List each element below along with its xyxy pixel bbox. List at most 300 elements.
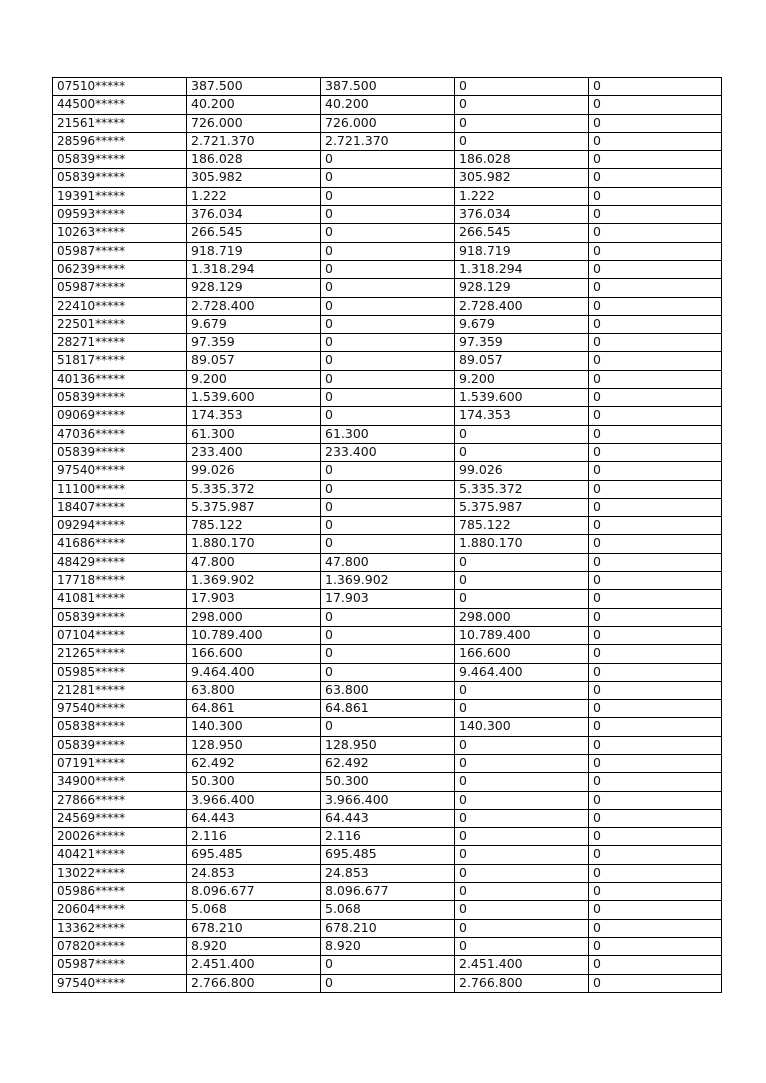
- col-3-cell: 0: [321, 718, 455, 736]
- col-3-cell: 62.492: [321, 754, 455, 772]
- col-3-cell: 0: [321, 626, 455, 644]
- col-4-cell: 785.122: [455, 517, 589, 535]
- col-5-cell: 0: [589, 718, 722, 736]
- col-4-cell: 0: [455, 425, 589, 443]
- table-body: [53, 78, 722, 993]
- col-4-cell: 0: [455, 828, 589, 846]
- id-cell: 47036*****: [53, 425, 187, 443]
- id-cell: 97540*****: [53, 974, 187, 992]
- table-row: [53, 132, 722, 150]
- col-4-cell: 2.766.800: [455, 974, 589, 992]
- col-3-cell: 61.300: [321, 425, 455, 443]
- col-5-cell: 0: [589, 297, 722, 315]
- col-5-cell: 0: [589, 937, 722, 955]
- col-3-cell: 0: [321, 608, 455, 626]
- col-5-cell: 0: [589, 736, 722, 754]
- amount-cell: 24.853: [187, 864, 321, 882]
- col-5-cell: 0: [589, 78, 722, 96]
- amount-cell: 387.500: [187, 78, 321, 96]
- id-cell: 28271*****: [53, 334, 187, 352]
- id-cell: 07191*****: [53, 754, 187, 772]
- table-row: [53, 517, 722, 535]
- col-5-cell: 0: [589, 260, 722, 278]
- amount-cell: 1.880.170: [187, 535, 321, 553]
- col-5-cell: 0: [589, 919, 722, 937]
- amount-cell: 2.728.400: [187, 297, 321, 315]
- col-5-cell: 0: [589, 443, 722, 461]
- col-3-cell: 0: [321, 315, 455, 333]
- table-row: [53, 96, 722, 114]
- col-3-cell: 17.903: [321, 590, 455, 608]
- table-row: [53, 791, 722, 809]
- amount-cell: 678.210: [187, 919, 321, 937]
- amount-cell: 61.300: [187, 425, 321, 443]
- table-row: [53, 626, 722, 644]
- id-cell: 11100*****: [53, 480, 187, 498]
- id-cell: 09294*****: [53, 517, 187, 535]
- col-5-cell: 0: [589, 553, 722, 571]
- amount-cell: 726.000: [187, 114, 321, 132]
- amount-cell: 97.359: [187, 334, 321, 352]
- amount-cell: 9.464.400: [187, 663, 321, 681]
- col-4-cell: 99.026: [455, 462, 589, 480]
- col-5-cell: 0: [589, 517, 722, 535]
- col-5-cell: 0: [589, 187, 722, 205]
- table-row: [53, 974, 722, 992]
- table-row: [53, 864, 722, 882]
- col-3-cell: 3.966.400: [321, 791, 455, 809]
- table-row: [53, 535, 722, 553]
- amount-cell: 3.966.400: [187, 791, 321, 809]
- col-3-cell: 63.800: [321, 681, 455, 699]
- col-4-cell: 0: [455, 114, 589, 132]
- col-3-cell: 0: [321, 535, 455, 553]
- table-row: [53, 663, 722, 681]
- col-5-cell: 0: [589, 279, 722, 297]
- id-cell: 44500*****: [53, 96, 187, 114]
- id-cell: 05985*****: [53, 663, 187, 681]
- col-5-cell: 0: [589, 315, 722, 333]
- col-3-cell: 0: [321, 151, 455, 169]
- col-4-cell: 0: [455, 700, 589, 718]
- table-row: [53, 352, 722, 370]
- id-cell: 21561*****: [53, 114, 187, 132]
- amount-cell: 376.034: [187, 206, 321, 224]
- col-4-cell: 0: [455, 443, 589, 461]
- col-5-cell: 0: [589, 132, 722, 150]
- col-4-cell: 0: [455, 773, 589, 791]
- amount-cell: 918.719: [187, 242, 321, 260]
- amount-cell: 8.920: [187, 937, 321, 955]
- id-cell: 05987*****: [53, 279, 187, 297]
- table-row: [53, 754, 722, 772]
- col-5-cell: 0: [589, 956, 722, 974]
- col-3-cell: 24.853: [321, 864, 455, 882]
- col-5-cell: 0: [589, 572, 722, 590]
- col-5-cell: 0: [589, 809, 722, 827]
- amount-cell: 298.000: [187, 608, 321, 626]
- col-4-cell: 305.982: [455, 169, 589, 187]
- amount-cell: 2.116: [187, 828, 321, 846]
- id-cell: 24569*****: [53, 809, 187, 827]
- data-table: [52, 77, 722, 993]
- col-3-cell: 0: [321, 498, 455, 516]
- id-cell: 97540*****: [53, 462, 187, 480]
- col-5-cell: 0: [589, 498, 722, 516]
- col-4-cell: 0: [455, 809, 589, 827]
- amount-cell: 1.539.600: [187, 389, 321, 407]
- amount-cell: 17.903: [187, 590, 321, 608]
- col-3-cell: 0: [321, 480, 455, 498]
- table-row: [53, 462, 722, 480]
- col-3-cell: 0: [321, 224, 455, 242]
- id-cell: 05987*****: [53, 242, 187, 260]
- amount-cell: 1.222: [187, 187, 321, 205]
- id-cell: 21265*****: [53, 645, 187, 663]
- col-5-cell: 0: [589, 883, 722, 901]
- col-5-cell: 0: [589, 242, 722, 260]
- col-4-cell: 1.539.600: [455, 389, 589, 407]
- col-3-cell: 2.116: [321, 828, 455, 846]
- table-row: [53, 919, 722, 937]
- col-3-cell: 726.000: [321, 114, 455, 132]
- table-row: [53, 956, 722, 974]
- id-cell: 07104*****: [53, 626, 187, 644]
- col-4-cell: 376.034: [455, 206, 589, 224]
- amount-cell: 40.200: [187, 96, 321, 114]
- col-3-cell: 0: [321, 370, 455, 388]
- col-4-cell: 9.464.400: [455, 663, 589, 681]
- amount-cell: 1.369.902: [187, 572, 321, 590]
- amount-cell: 928.129: [187, 279, 321, 297]
- col-4-cell: 0: [455, 132, 589, 150]
- col-5-cell: 0: [589, 96, 722, 114]
- col-3-cell: 8.096.677: [321, 883, 455, 901]
- table-row: [53, 681, 722, 699]
- table-row: [53, 425, 722, 443]
- col-5-cell: 0: [589, 462, 722, 480]
- col-3-cell: 0: [321, 974, 455, 992]
- col-5-cell: 0: [589, 626, 722, 644]
- table-row: [53, 498, 722, 516]
- table-row: [53, 773, 722, 791]
- col-5-cell: 0: [589, 370, 722, 388]
- table-row: [53, 809, 722, 827]
- col-4-cell: 1.318.294: [455, 260, 589, 278]
- id-cell: 22410*****: [53, 297, 187, 315]
- col-5-cell: 0: [589, 608, 722, 626]
- col-3-cell: 0: [321, 389, 455, 407]
- table-row: [53, 242, 722, 260]
- col-4-cell: 5.335.372: [455, 480, 589, 498]
- table-row: [53, 315, 722, 333]
- table-row: [53, 206, 722, 224]
- id-cell: 28596*****: [53, 132, 187, 150]
- id-cell: 51817*****: [53, 352, 187, 370]
- col-5-cell: 0: [589, 352, 722, 370]
- id-cell: 41081*****: [53, 590, 187, 608]
- id-cell: 05986*****: [53, 883, 187, 901]
- id-cell: 07510*****: [53, 78, 187, 96]
- id-cell: 05839*****: [53, 608, 187, 626]
- col-5-cell: 0: [589, 974, 722, 992]
- amount-cell: 47.800: [187, 553, 321, 571]
- col-3-cell: 0: [321, 462, 455, 480]
- col-5-cell: 0: [589, 828, 722, 846]
- amount-cell: 8.096.677: [187, 883, 321, 901]
- id-cell: 21281*****: [53, 681, 187, 699]
- id-cell: 05839*****: [53, 169, 187, 187]
- col-4-cell: 0: [455, 96, 589, 114]
- amount-cell: 1.318.294: [187, 260, 321, 278]
- amount-cell: 2.766.800: [187, 974, 321, 992]
- col-3-cell: 47.800: [321, 553, 455, 571]
- col-3-cell: 8.920: [321, 937, 455, 955]
- col-4-cell: 0: [455, 572, 589, 590]
- amount-cell: 5.375.987: [187, 498, 321, 516]
- amount-cell: 174.353: [187, 407, 321, 425]
- amount-cell: 695.485: [187, 846, 321, 864]
- id-cell: 18407*****: [53, 498, 187, 516]
- table-row: [53, 883, 722, 901]
- table-row: [53, 151, 722, 169]
- col-3-cell: 0: [321, 334, 455, 352]
- col-5-cell: 0: [589, 681, 722, 699]
- amount-cell: 5.068: [187, 901, 321, 919]
- table-row: [53, 297, 722, 315]
- col-3-cell: 678.210: [321, 919, 455, 937]
- table-row: [53, 279, 722, 297]
- amount-cell: 9.679: [187, 315, 321, 333]
- col-4-cell: 166.600: [455, 645, 589, 663]
- col-5-cell: 0: [589, 224, 722, 242]
- col-3-cell: 0: [321, 169, 455, 187]
- table-row: [53, 572, 722, 590]
- id-cell: 05839*****: [53, 151, 187, 169]
- amount-cell: 233.400: [187, 443, 321, 461]
- col-4-cell: 0: [455, 919, 589, 937]
- id-cell: 17718*****: [53, 572, 187, 590]
- table-row: [53, 407, 722, 425]
- col-3-cell: 0: [321, 206, 455, 224]
- col-4-cell: 0: [455, 846, 589, 864]
- col-5-cell: 0: [589, 864, 722, 882]
- table-row: [53, 370, 722, 388]
- col-3-cell: 0: [321, 279, 455, 297]
- col-3-cell: 0: [321, 663, 455, 681]
- amount-cell: 128.950: [187, 736, 321, 754]
- col-4-cell: 186.028: [455, 151, 589, 169]
- col-4-cell: 298.000: [455, 608, 589, 626]
- col-4-cell: 1.880.170: [455, 535, 589, 553]
- table-row: [53, 260, 722, 278]
- table-row: [53, 169, 722, 187]
- col-5-cell: 0: [589, 791, 722, 809]
- amount-cell: 99.026: [187, 462, 321, 480]
- col-5-cell: 0: [589, 590, 722, 608]
- col-3-cell: 5.068: [321, 901, 455, 919]
- id-cell: 22501*****: [53, 315, 187, 333]
- id-cell: 34900*****: [53, 773, 187, 791]
- col-3-cell: 695.485: [321, 846, 455, 864]
- col-4-cell: 2.728.400: [455, 297, 589, 315]
- amount-cell: 785.122: [187, 517, 321, 535]
- id-cell: 40136*****: [53, 370, 187, 388]
- col-4-cell: 0: [455, 736, 589, 754]
- col-3-cell: 0: [321, 407, 455, 425]
- table-row: [53, 846, 722, 864]
- amount-cell: 5.335.372: [187, 480, 321, 498]
- col-3-cell: 0: [321, 242, 455, 260]
- amount-cell: 2.721.370: [187, 132, 321, 150]
- amount-cell: 64.443: [187, 809, 321, 827]
- col-5-cell: 0: [589, 407, 722, 425]
- amount-cell: 140.300: [187, 718, 321, 736]
- col-5-cell: 0: [589, 334, 722, 352]
- id-cell: 05839*****: [53, 736, 187, 754]
- id-cell: 40421*****: [53, 846, 187, 864]
- col-5-cell: 0: [589, 206, 722, 224]
- amount-cell: 266.545: [187, 224, 321, 242]
- table-row: [53, 480, 722, 498]
- col-4-cell: 9.200: [455, 370, 589, 388]
- id-cell: 09069*****: [53, 407, 187, 425]
- col-5-cell: 0: [589, 169, 722, 187]
- col-4-cell: 0: [455, 553, 589, 571]
- col-5-cell: 0: [589, 754, 722, 772]
- col-3-cell: 64.443: [321, 809, 455, 827]
- amount-cell: 166.600: [187, 645, 321, 663]
- amount-cell: 63.800: [187, 681, 321, 699]
- id-cell: 41686*****: [53, 535, 187, 553]
- amount-cell: 186.028: [187, 151, 321, 169]
- col-5-cell: 0: [589, 901, 722, 919]
- col-4-cell: 0: [455, 864, 589, 882]
- col-3-cell: 387.500: [321, 78, 455, 96]
- col-4-cell: 0: [455, 883, 589, 901]
- col-5-cell: 0: [589, 389, 722, 407]
- id-cell: 05838*****: [53, 718, 187, 736]
- table-row: [53, 828, 722, 846]
- col-4-cell: 0: [455, 590, 589, 608]
- col-3-cell: 1.369.902: [321, 572, 455, 590]
- col-3-cell: 0: [321, 645, 455, 663]
- id-cell: 10263*****: [53, 224, 187, 242]
- col-4-cell: 266.545: [455, 224, 589, 242]
- col-3-cell: 0: [321, 956, 455, 974]
- col-3-cell: 0: [321, 260, 455, 278]
- document-page: [52, 77, 721, 993]
- col-4-cell: 2.451.400: [455, 956, 589, 974]
- amount-cell: 64.861: [187, 700, 321, 718]
- col-5-cell: 0: [589, 425, 722, 443]
- table-row: [53, 718, 722, 736]
- col-5-cell: 0: [589, 663, 722, 681]
- table-row: [53, 334, 722, 352]
- id-cell: 19391*****: [53, 187, 187, 205]
- table-row: [53, 389, 722, 407]
- table-row: [53, 553, 722, 571]
- col-3-cell: 0: [321, 517, 455, 535]
- col-5-cell: 0: [589, 535, 722, 553]
- col-4-cell: 9.679: [455, 315, 589, 333]
- id-cell: 09593*****: [53, 206, 187, 224]
- col-4-cell: 0: [455, 754, 589, 772]
- id-cell: 48429*****: [53, 553, 187, 571]
- amount-cell: 2.451.400: [187, 956, 321, 974]
- col-3-cell: 40.200: [321, 96, 455, 114]
- col-5-cell: 0: [589, 846, 722, 864]
- table-row: [53, 645, 722, 663]
- id-cell: 97540*****: [53, 700, 187, 718]
- col-4-cell: 5.375.987: [455, 498, 589, 516]
- col-4-cell: 0: [455, 901, 589, 919]
- id-cell: 20604*****: [53, 901, 187, 919]
- amount-cell: 50.300: [187, 773, 321, 791]
- table-row: [53, 114, 722, 132]
- col-4-cell: 97.359: [455, 334, 589, 352]
- id-cell: 05839*****: [53, 389, 187, 407]
- col-3-cell: 0: [321, 187, 455, 205]
- table-row: [53, 443, 722, 461]
- id-cell: 13022*****: [53, 864, 187, 882]
- amount-cell: 89.057: [187, 352, 321, 370]
- id-cell: 07820*****: [53, 937, 187, 955]
- col-4-cell: 918.719: [455, 242, 589, 260]
- id-cell: 27866*****: [53, 791, 187, 809]
- col-3-cell: 2.721.370: [321, 132, 455, 150]
- table-row: [53, 78, 722, 96]
- col-3-cell: 0: [321, 352, 455, 370]
- table-row: [53, 937, 722, 955]
- col-4-cell: 0: [455, 791, 589, 809]
- col-5-cell: 0: [589, 480, 722, 498]
- col-3-cell: 128.950: [321, 736, 455, 754]
- col-3-cell: 0: [321, 297, 455, 315]
- col-5-cell: 0: [589, 773, 722, 791]
- table-row: [53, 590, 722, 608]
- col-3-cell: 50.300: [321, 773, 455, 791]
- amount-cell: 62.492: [187, 754, 321, 772]
- table-row: [53, 736, 722, 754]
- col-5-cell: 0: [589, 151, 722, 169]
- col-5-cell: 0: [589, 645, 722, 663]
- col-4-cell: 928.129: [455, 279, 589, 297]
- amount-cell: 305.982: [187, 169, 321, 187]
- amount-cell: 9.200: [187, 370, 321, 388]
- amount-cell: 10.789.400: [187, 626, 321, 644]
- table-row: [53, 187, 722, 205]
- col-4-cell: 0: [455, 78, 589, 96]
- col-5-cell: 0: [589, 700, 722, 718]
- table-row: [53, 224, 722, 242]
- table-row: [53, 608, 722, 626]
- id-cell: 20026*****: [53, 828, 187, 846]
- col-5-cell: 0: [589, 114, 722, 132]
- col-4-cell: 89.057: [455, 352, 589, 370]
- table-row: [53, 700, 722, 718]
- col-3-cell: 233.400: [321, 443, 455, 461]
- col-4-cell: 0: [455, 681, 589, 699]
- col-3-cell: 64.861: [321, 700, 455, 718]
- id-cell: 13362*****: [53, 919, 187, 937]
- col-4-cell: 174.353: [455, 407, 589, 425]
- col-4-cell: 140.300: [455, 718, 589, 736]
- table-row: [53, 901, 722, 919]
- id-cell: 05839*****: [53, 443, 187, 461]
- id-cell: 06239*****: [53, 260, 187, 278]
- col-4-cell: 0: [455, 937, 589, 955]
